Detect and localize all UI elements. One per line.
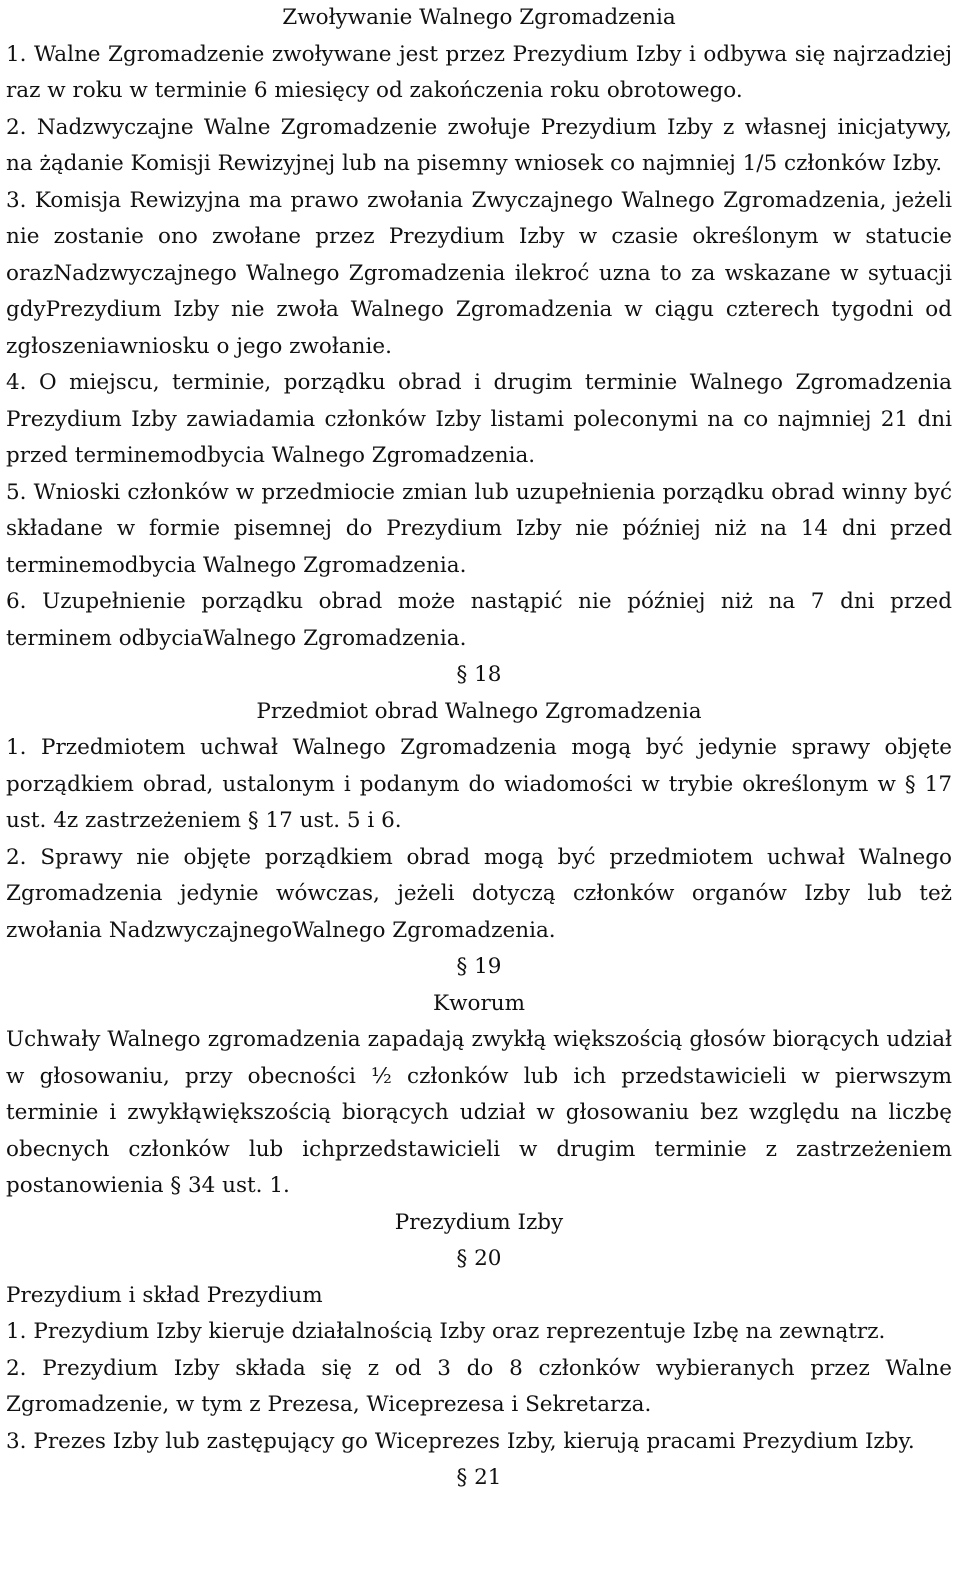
subsection-title: Prezydium i skład Prezydium [6, 1282, 323, 1308]
paragraph: 4. O miejscu, terminie, porządku obrad i drugim terminie Walnego Zgromadzenia Prezydium Izby zawiadamia członków Izby listami poleconymi na co najmniej 21 dni przed terminemodbycia Walnego Zgromadzenia. [6, 370, 952, 468]
section-heading: Przedmiot obrad Walnego Zgromadzenia [256, 698, 702, 724]
paragraph: 2. Nadzwyczajne Walne Zgromadzenie zwołuje Prezydium Izby z własnej inicjatywy, na żądanie Komisji Rewizyjnej lub na pisemny wniosek co najmniej 1/5 członków Izby. [6, 114, 952, 176]
paragraph: 5. Wnioski członków w przedmiocie zmian lub uzupełnienia porządku obrad winny być składane w formie pisemnej do Prezydium Izby nie później niż na 14 dni przed terminemodbycia Walnego Zgromadzenia. [6, 479, 952, 578]
paragraph: 1. Przedmiotem uchwał Walnego Zgromadzenia mogą być jedynie sprawy objęte porządkiem obrad, ustalonym i podanym do wiadomości w trybie określonym w § 17 ust. 4z zastrzeżeniem § 17 ust. 5 i 6. [6, 735, 952, 833]
paragraph: 3. Komisja Rewizyjna ma prawo zwołania Zwyczajnego Walnego Zgromadzenia, jeżeli nie zostanie ono zwołane przez Prezydium Izby w czasie określonym w statucie orazNadzwyczajnego Walnego Zgromadzenia ilekroć uzna to za wskazane w sytuacji gdyPrezydium Izby nie zwoła Walnego Zgromadzenia w ciągu czterech tygodni od zgłoszeniawniosku o jego zwołanie. [6, 187, 952, 359]
section-number: § 19 [456, 954, 502, 979]
section-number: § 20 [456, 1246, 502, 1271]
section-heading: Kworum [433, 990, 525, 1016]
section-number: § 18 [456, 662, 502, 687]
paragraph: 1. Walne Zgromadzenie zwoływane jest przez Prezydium Izby i odbywa się najrzadziej raz w roku w terminie 6 miesięcy od zakończenia roku obrotowego. [6, 41, 952, 103]
paragraph: 3. Prezes Izby lub zastępujący go Wiceprezes Izby, kierują pracami Prezydium Izby. [6, 1428, 915, 1454]
paragraph: 1. Prezydium Izby kieruje działalnością Izby oraz reprezentuje Izbę na zewnątrz. [6, 1319, 886, 1344]
section-heading: Prezydium Izby [394, 1209, 564, 1235]
paragraph: 6. Uzupełnienie porządku obrad może nastąpić nie później niż na 7 dni przed terminem odbyciaWalnego Zgromadzenia. [6, 589, 952, 651]
paragraph: Uchwały Walnego zgromadzenia zapadają zwykłą większością głosów biorących udział w głosowaniu, przy obecności ½ członków lub ich przedstawicieli w pierwszym terminie i zwykłąwiększością biorących udział w głosowaniu bez względu na liczbę obecnych członków lub ichprzedstawicieli w drugim terminie z zastrzeżeniem postanowienia § 34 ust. 1. [6, 1027, 952, 1198]
section-heading: Zwoływanie Walnego Zgromadzenia [282, 5, 676, 30]
paragraph: 2. Sprawy nie objęte porządkiem obrad mogą być przedmiotem uchwał Walnego Zgromadzenia jedynie wówczas, jeżeli dotyczą członków organów Izby lub też zwołania NadzwyczajnegoWalnego Zgromadzenia. [6, 844, 952, 943]
paragraph: 2. Prezydium Izby składa się z od 3 do 8 członków wybieranych przez Walne Zgromadzenie, w tym z Prezesa, Wiceprezesa i Sekretarza. [6, 1355, 952, 1417]
section-number: § 21 [456, 1465, 502, 1490]
